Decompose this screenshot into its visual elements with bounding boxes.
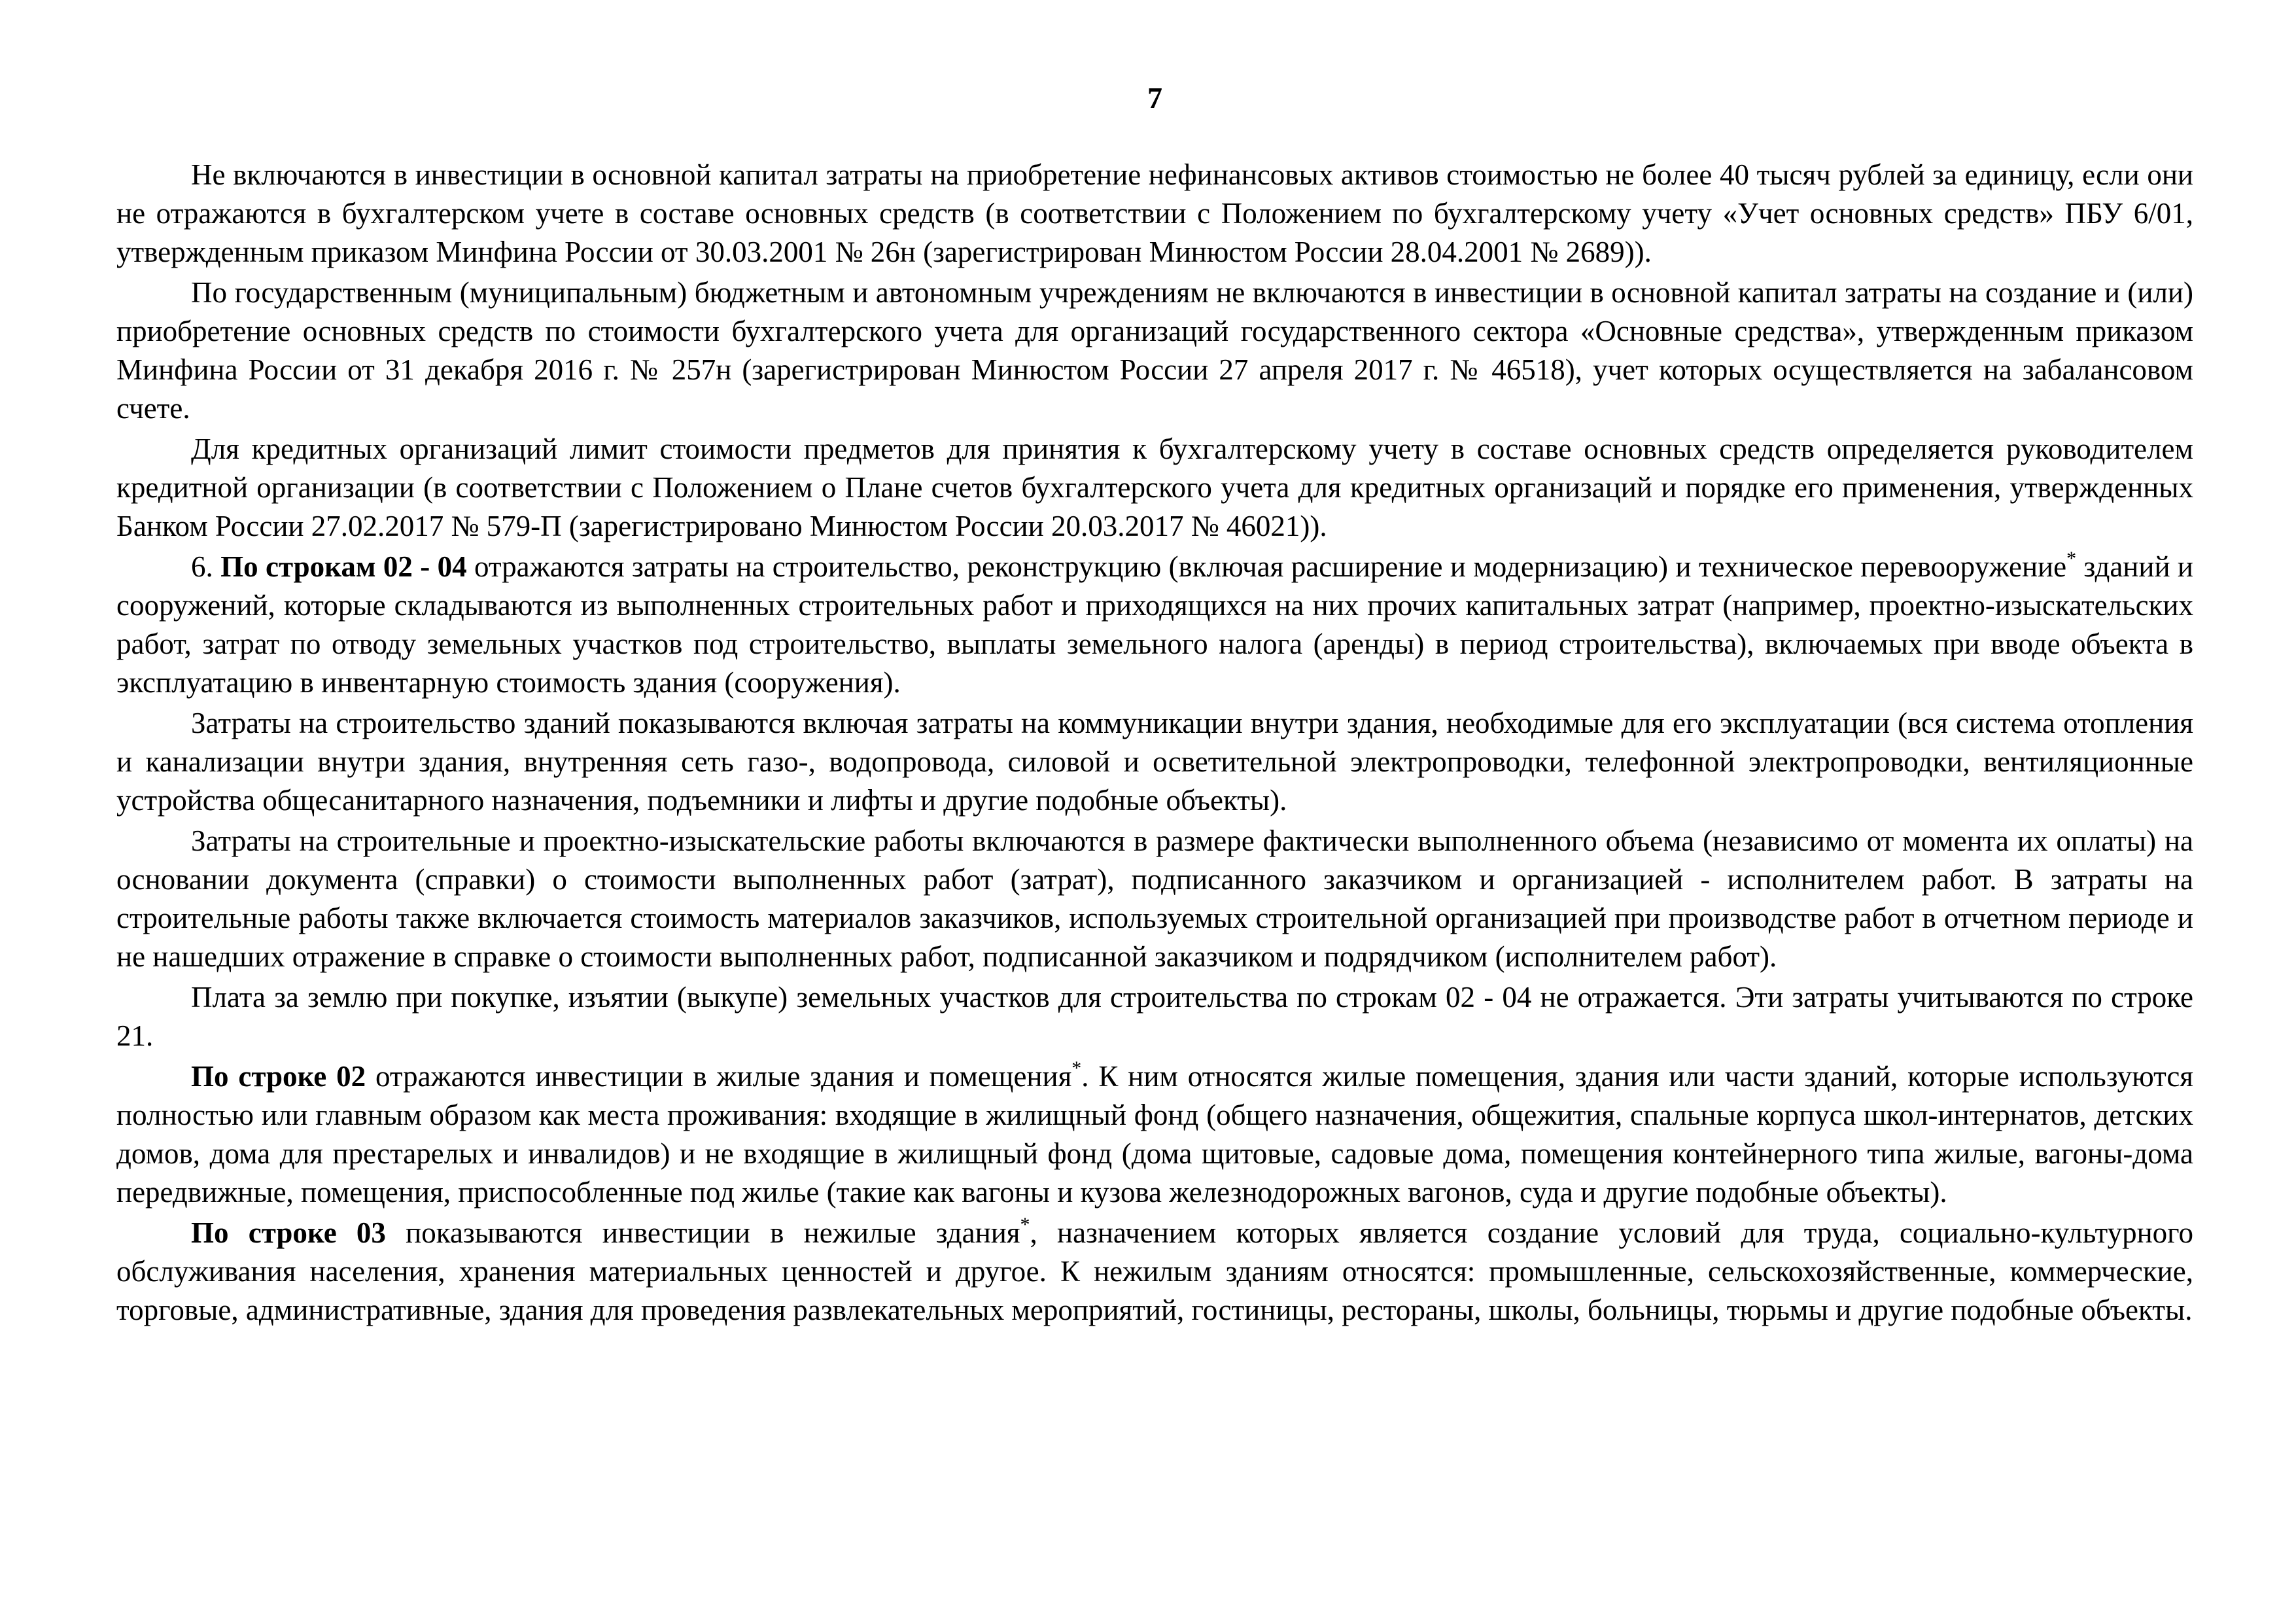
paragraph-lead: По строке 02 — [191, 1060, 366, 1093]
paragraph-land-payment — [116, 978, 2193, 1055]
document-page — [116, 0, 2193, 1624]
paragraph-text: . К ним относятся жилые помещения, здания или части зданий, которые используются полностью или главным образом как места проживания: входящие в жилищный фонд (общего назначения, общежития, спальные корпуса школ-интернатов, детских домов, дома для престарелых и инвалидов) и не входящие в жилищный фонд (дома щитовые, садовые дома, помещения контейнерного типа жилые, вагоны-дома передвижные, помещения, приспособленные под жилье (такие как вагоны и кузова железнодорожных вагонов, суда и другие подобные объекты). — [116, 1060, 2193, 1209]
footnote-mark: * — [1071, 1057, 1082, 1079]
paragraph-text: Для кредитных организаций лимит стоимости предметов для принятия к бухгалтерскому учету в составе основных средств определяется руководителем кредитной организации (в соответствии с Положением о Плане счетов бухгалтерского учета для кредитных организаций и порядке его применения, утвержденных Банком России 27.02.2017 № 579-П (зарегистрировано Минюстом России 20.03.2017 № 46021)). — [116, 432, 2193, 542]
paragraph-row-02 — [116, 1057, 2193, 1212]
paragraph-text: Затраты на строительство зданий показываются включая затраты на коммуникации внутри здания, необходимые для его эксплуатации (вся система отопления и канализации внутри здания, внутренняя сеть газо-, водопровода, силовой и осветительной электропроводки, телефонной электропроводки, вентиляционные устройства общесанитарного назначения, подъемники и лифты и другие подобные объекты). — [116, 707, 2193, 817]
item-number: 6. — [191, 550, 221, 583]
paragraph-text: зданий и сооружений, которые складываются из выполненных строительных работ и приходящихся на них прочих капитальных затрат (например, проектно-изыскательских работ, затрат по отводу земельных участков под строительство, выплаты земельного налога (аренды) в период строительства), включаемых при вводе объекта в эксплуатацию в инвентарную стоимость здания (сооружения). — [116, 550, 2194, 699]
paragraph-credit-organizations — [116, 430, 2193, 546]
paragraph-text-before-mark: отражаются инвестиции в жилые здания и помещения — [366, 1060, 1072, 1093]
paragraph-budget-institutions — [116, 274, 2193, 428]
footnote-mark: * — [1020, 1214, 1030, 1235]
page-number: 7 — [1147, 81, 1162, 115]
paragraph-item-6 — [116, 548, 2193, 702]
paragraph-text: Не включаются в инвестиции в основной капитал затраты на приобретение нефинансовых активов стоимостью не более 40 тысяч рублей за единицу, если они не отражаются в бухгалтерском учете в составе основных средств (в соответствии с Положением по бухгалтерскому учету «Учет основных средств» ПБУ 6/01, утвержденным приказом Минфина России от 30.03.2001 № 26н (зарегистрирован Минюстом России 28.04.2001 № 2689)). — [116, 158, 2193, 268]
paragraph-lead: По строкам 02 - 04 — [220, 550, 467, 583]
paragraph-text-before-mark: показываются инвестиции в нежилые здания — [385, 1216, 1020, 1249]
paragraph-lead: По строке 03 — [191, 1216, 386, 1249]
paragraph-noncapital-assets — [116, 156, 2193, 272]
paragraph-text: Плата за землю при покупке, изъятии (выкупе) земельных участков для строительства по строкам 02 - 04 не отражается. Эти затраты учитываются по строке 21. — [116, 981, 2193, 1052]
paragraph-text: По государственным (муниципальным) бюджетным и автономным учреждениям не включаются в инвестиции в основной капитал затраты на создание и (или) приобретение основных средств по стоимости бухгалтерского учета для организаций государственного сектора «Основные средства», утвержденным приказом Минфина России от 31 декабря 2016 г. № 257н (зарегистрирован Минюстом России 27 апреля 2017 г. № 46518), учет которых осуществляется на забалансовом счете. — [116, 276, 2193, 425]
paragraph-row-03 — [116, 1214, 2193, 1330]
paragraph-text-before-mark: отражаются затраты на строительство, реконструкцию (включая расширение и модернизацию) и техническое перевооружение — [466, 550, 2067, 583]
paragraph-text: , назначением которых является создание условий для труда, социально-культурного обслуживания населения, хранения материальных ценностей и другое. К нежилым зданиям относятся: промышленные, сельскохозяйственные, коммерческие, торговые, административные, здания для проведения развлекательных мероприятий, гостиницы, рестораны, школы, больницы, тюрьмы и другие подобные объекты. — [116, 1216, 2194, 1326]
paragraph-building-communications — [116, 704, 2193, 820]
paragraph-construction-works — [116, 822, 2193, 976]
document-body — [116, 156, 2193, 1332]
footnote-mark: * — [2066, 548, 2077, 569]
paragraph-text: Затраты на строительные и проектно-изыскательские работы включаются в размере фактически выполненного объема (независимо от момента их оплаты) на основании документа (справки) о стоимости выполненных работ (затрат), подписанного заказчиком и организацией - исполнителем работ. В затраты на строительные работы также включается стоимость материалов заказчиков, используемых строительной организацией при производстве работ в отчетном периоде и не нашедших отражение в справке о стоимости выполненных работ, подписанной заказчиком и подрядчиком (исполнителем работ). — [116, 824, 2193, 973]
